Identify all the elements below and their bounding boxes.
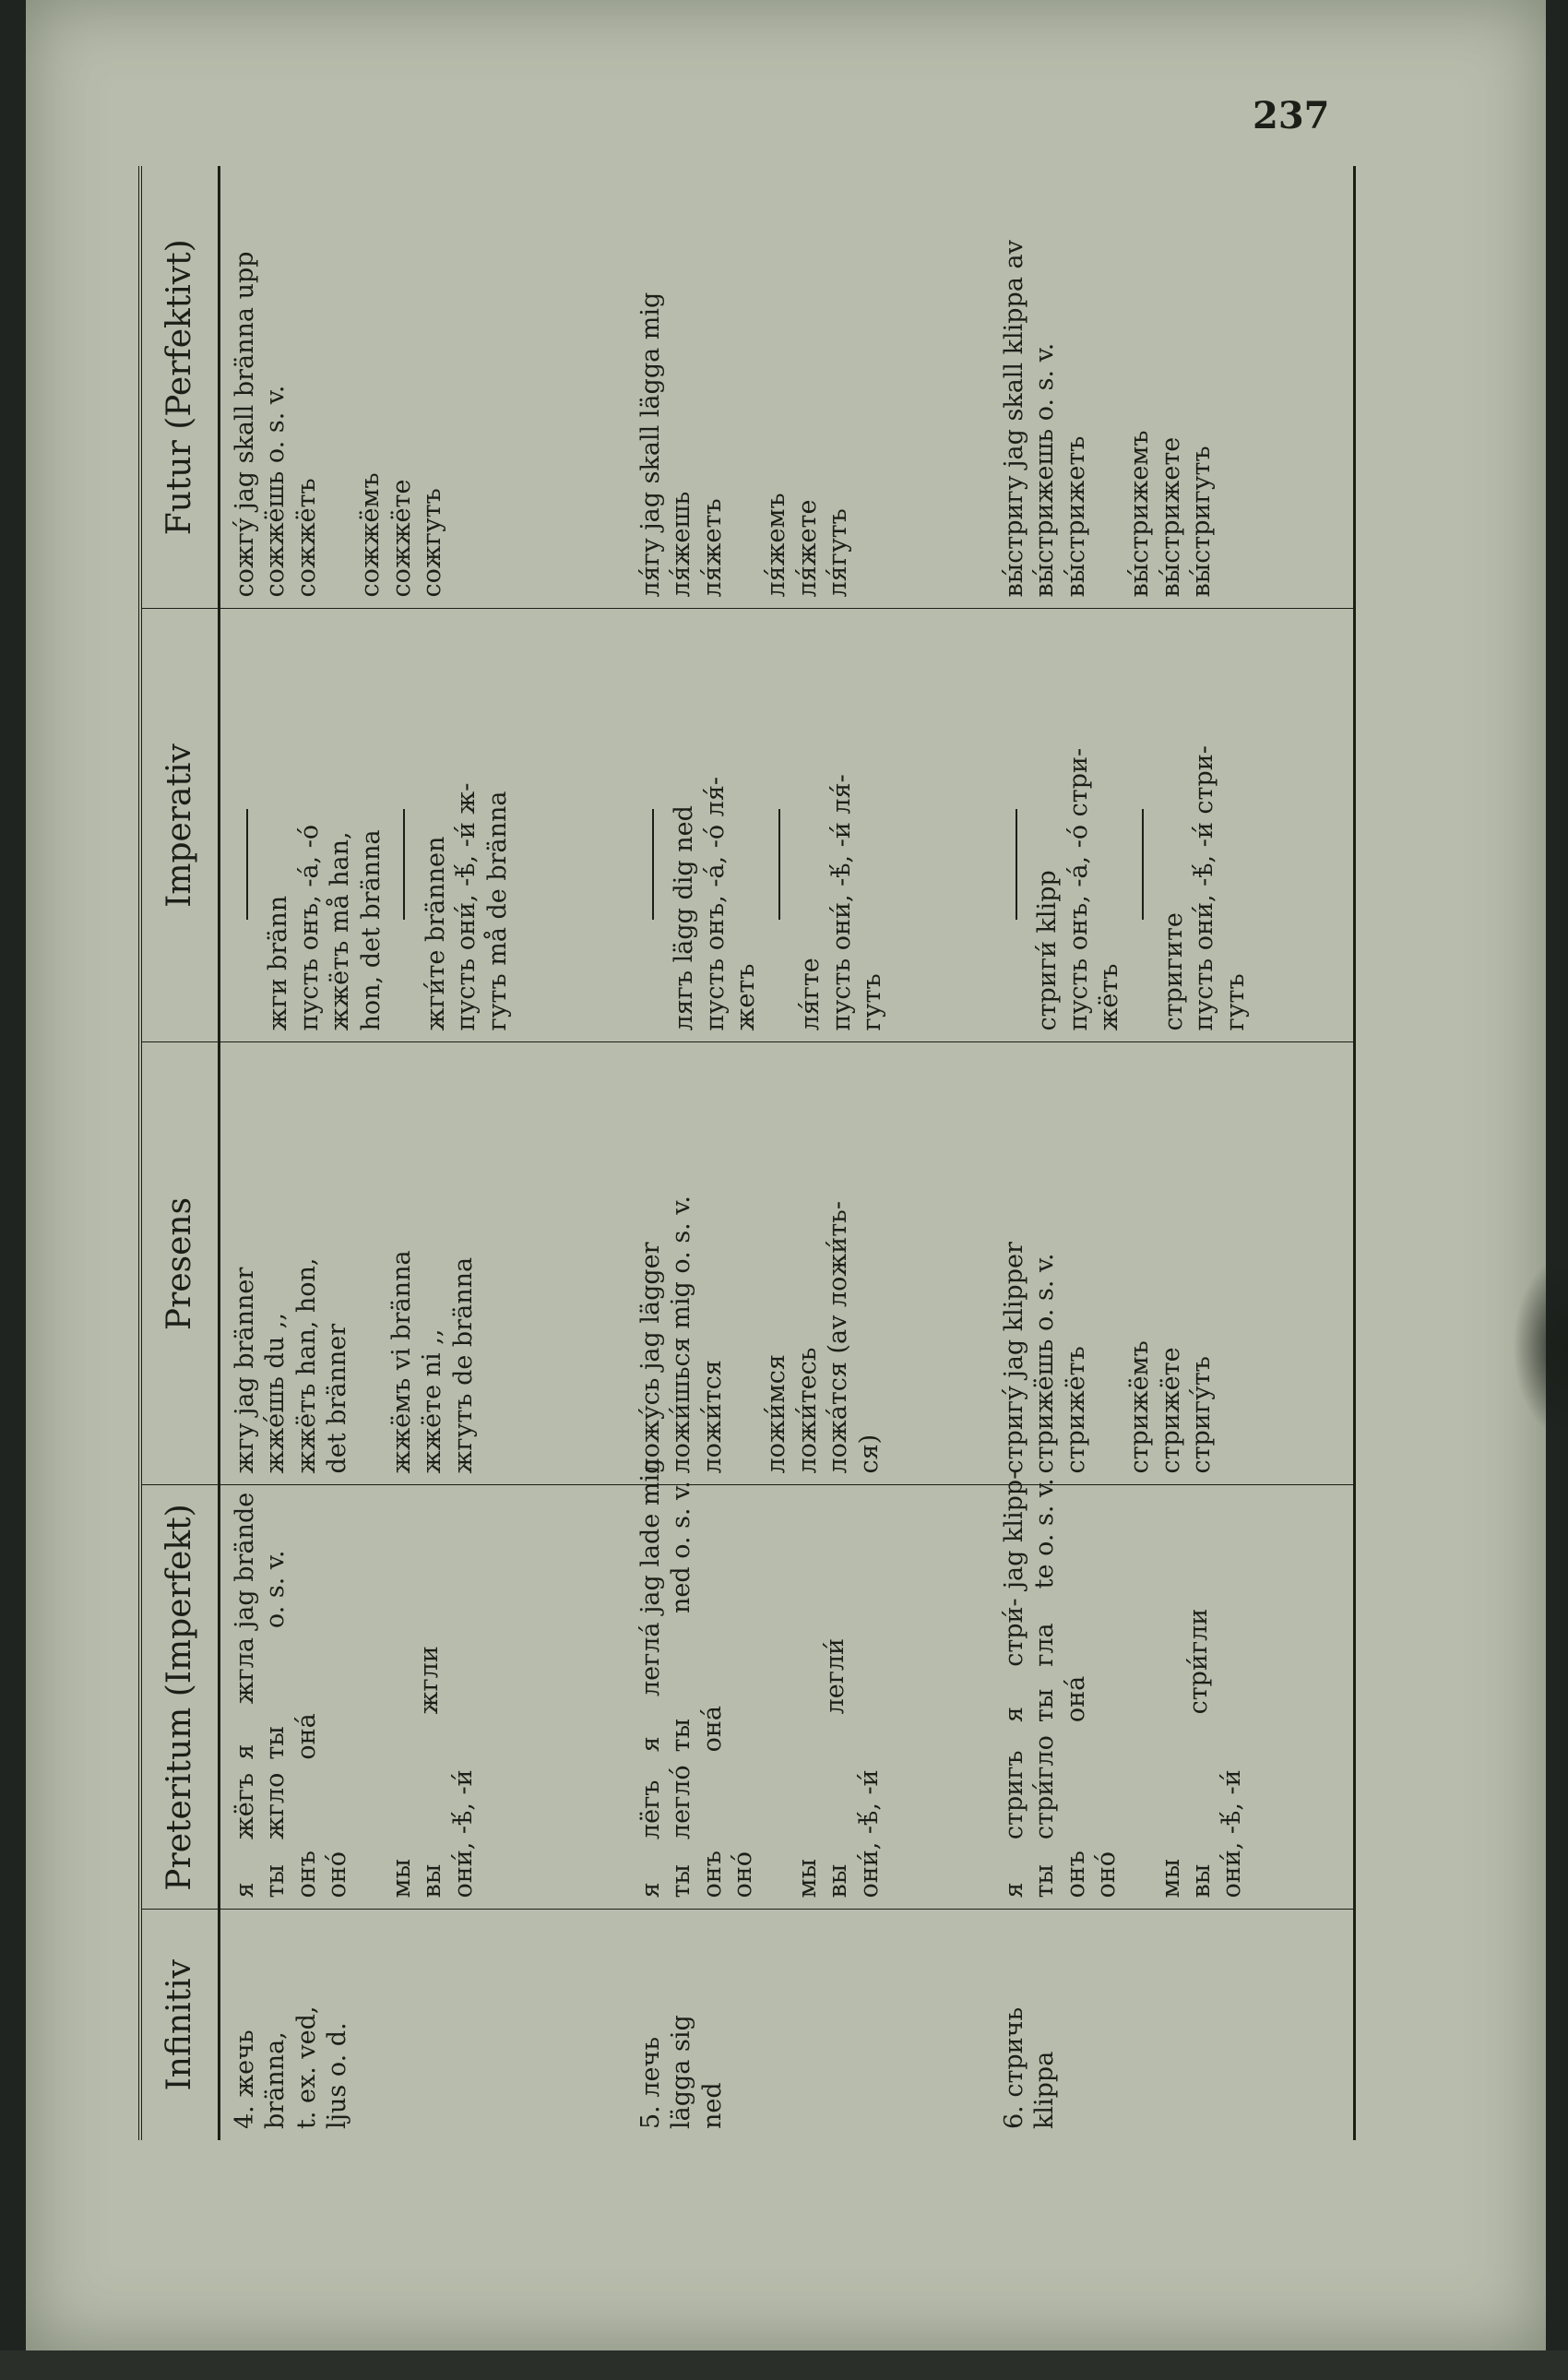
pronoun-fem-line: она́ [1061,1675,1090,1723]
present-sg-line: ложу́сь jag lägger [636,1242,665,1474]
pronoun-fem [230,1713,322,1759]
future-sg-line: ля́жешь [667,491,696,598]
header-futur: Futur (Perfektivt) [140,166,220,609]
imperative-pl-line: ля́гте [796,958,826,1031]
dash-rule [233,810,248,921]
infinitive-line: 6. стричь [999,2006,1028,2129]
imperative-cell [220,609,626,1042]
spacer [759,1497,792,1898]
pronoun-pl-line: мы [1156,1859,1185,1898]
scan-bottom-strip [0,2350,1568,2380]
pret-form-line: жёгъ [231,1772,259,1840]
future-pl [355,177,447,598]
future-sg [999,177,1091,598]
future-pl-line: ля́жемъ [762,493,791,598]
future-pl [761,177,853,598]
future-sg-line: вы́стрижетъ [1061,435,1090,598]
pronoun-pl [792,1769,885,1898]
pret-gloss [999,1471,1061,1589]
future-sg-line: вы́стрижешь o. s. v. [1030,342,1060,598]
imperative-pl-line: гутъ må de bränna [482,791,512,1031]
pret-form-fem: жгла [231,1637,259,1705]
infinitive [230,1922,353,2130]
future-sg [230,177,322,598]
pronoun-fem-line: ты [667,1718,696,1753]
spacer [353,1054,386,1474]
imperative-pl-line: гутъ [1220,973,1250,1031]
pronoun-fem [999,1676,1091,1722]
preterite-cell [220,1485,626,1910]
imperative-sg-line: hon, det bränna [356,829,386,1031]
present-sg-line: стригу́ jag klipper [999,1242,1028,1474]
preterite-sg-group [999,1470,1123,1898]
present-sg-line: жжётъ han, hon, [291,1257,321,1474]
infinitive-line: ned [697,2082,727,2129]
pronoun [636,1850,759,1898]
imperative-sg-line: лягъ lägg dig ned [670,805,699,1031]
pret-form-pl: жгли [414,1646,444,1715]
preterite-sg-group [636,1458,759,1898]
present-pl-line: жжёмъ vi bränna [386,1250,416,1474]
spacer [353,1497,386,1898]
infinitive-line: 5. лечь [636,2036,665,2129]
pronoun-line: онъ [1061,1850,1090,1898]
pronoun-line: я [999,1882,1028,1898]
pret-gloss [636,1458,697,1613]
pret-form-line: лёгъ [636,1779,665,1840]
pronoun-fem-line: я [636,1736,665,1753]
preterite-pl-group [792,1497,885,1898]
pronoun-line: ты [1030,1864,1060,1898]
pret-form-line: стри́гло [1030,1735,1060,1840]
present-pl-line: ложа́тся (av ложи́ть- [824,1201,853,1474]
imperative-sg-line: стриги́ klipp [1033,870,1063,1031]
present-sg-line: жже́шь du ,, [261,1313,291,1474]
imperative-pl-line: пусть они́, -ѣ́, -и́ ля́- [826,774,856,1031]
imperative-pl-line: гутъ [858,973,887,1031]
present-sg-line: стрижёшь o. s. v. [1030,1253,1060,1474]
imperative-sg [1032,621,1124,1031]
imperative-sg-line: жги bränn [264,895,293,1031]
pronoun-fem-line: она́ [291,1713,321,1760]
imperative-sg-line: жжётъ må han, [326,831,355,1031]
infinitive-line: t. ex. ved, [291,2005,321,2129]
pronoun-line: онъ [291,1850,321,1898]
table-row [626,166,990,2140]
pronoun-fem-line: я [231,1743,259,1760]
pronoun-fem-line: она́ [697,1706,727,1753]
conjugation-table [138,166,1356,2140]
pronoun [230,1850,353,1898]
present-pl-line: ся) [854,1434,884,1474]
pret-form-line: стригъ [999,1750,1028,1840]
pronoun-pl-line: они́, -ѣ́, -и́ [1218,1769,1247,1898]
pret-form [636,1765,697,1839]
present-sg [230,1054,353,1474]
imperative-pl [795,621,887,1031]
infinitive-line: 4. жечь [231,2029,259,2129]
pronoun-pl [386,1769,479,1898]
pret-gloss-line: jag lade mig [636,1458,665,1614]
pret-form [230,1773,291,1839]
pronoun-line: оно́ [1092,1850,1122,1898]
present-pl [1124,1054,1217,1474]
infinitive [999,1922,1061,2130]
header-presens: Presens [140,1042,220,1485]
infinitive-cell [220,1910,626,2140]
present-pl-line: жгутъ de bränna [448,1256,478,1474]
pronoun-pl-line: они́, -ѣ́, -и́ [854,1769,884,1898]
future-cell [220,166,626,609]
pronoun-fem-line: ты [261,1726,291,1760]
infinitive-line: ljus o. d. [323,2022,352,2129]
infinitive-line: lägga sig [667,2015,696,2129]
table-row [990,166,1355,2140]
present-sg-line: det bränner [323,1323,352,1474]
imperative-pl-line: пусть они́, -ѣ́, -и́ ж- [452,782,481,1031]
preterite-cell [626,1458,990,1910]
pronoun-fem-line: я [999,1707,1028,1723]
pronoun-pl [1156,1769,1248,1898]
pronoun-fem [636,1706,728,1752]
pronoun-line: я [636,1882,665,1898]
present-sg-line: ложи́тся [697,1360,727,1474]
spacer [1123,1497,1156,1898]
present-cell [990,1042,1355,1485]
pret-form-pl: стри́гли [1183,1608,1213,1715]
pronoun-pl-line: вы [1186,1863,1216,1898]
pret-form-line: легло́ [667,1765,696,1840]
present-pl-line: ложи́тесь [792,1347,822,1474]
present-pl-line: стрижёмъ [1125,1340,1155,1474]
pronoun-pl-line: они́, -ѣ́, -и́ [448,1769,478,1898]
dash-rule [639,810,654,921]
dash-rule [1003,810,1017,921]
imperative-pl-line: пусть они́, -ѣ́, -и́ стри- [1190,745,1219,1031]
future-sg [636,177,728,598]
pret-form-fem: легла́ [636,1622,665,1697]
pronoun-line: оно́ [323,1850,352,1898]
imperative-cell [626,609,990,1042]
imperative-pl-line: стригите [1158,912,1188,1031]
present-sg-line: ложи́шься mig o. s. v. [667,1196,696,1474]
future-sg-line: сожжётъ [291,478,321,598]
infinitive-line: klippa [1030,2051,1060,2129]
pret-gloss-line: jag klipp- [999,1470,1028,1589]
future-pl-line: ля́жете [792,499,822,598]
page-edge-shadow [1513,1255,1568,1439]
infinitive-line: bränna, [261,2031,291,2129]
future-cell [990,166,1355,609]
pronoun-line: ты [667,1864,696,1898]
future-pl [1124,177,1217,598]
imperative-pl [1158,621,1251,1031]
pret-gloss-line: o. s. v. [261,1550,291,1629]
pret-gloss-line: te o. s. v. [1030,1478,1060,1589]
pronoun-pl-line: вы [824,1863,853,1898]
preterite-pl-group [386,1497,479,1898]
dash-rule [390,810,405,921]
pret-gloss-line: ned o. s. v. [667,1481,696,1614]
pronoun-pl-line: вы [418,1863,447,1898]
pret-form [999,1735,1061,1839]
future-pl-line: вы́стрижемъ [1125,430,1155,598]
future-cell [626,166,990,609]
spacer [1091,177,1124,598]
spacer [728,1054,761,1474]
preterite-pl-group [1156,1497,1248,1898]
conjugation-table-rotated [138,166,1356,2140]
pronoun-line: я [231,1882,259,1898]
future-pl-line: вы́стригутъ [1186,446,1216,598]
present-sg-line: жгу jag bränner [231,1267,259,1474]
imperative-sg-line: пусть онъ, -а́, -о́ стри- [1063,747,1093,1031]
future-pl-line: ля́гутъ [824,508,853,598]
future-pl-line: сожгутъ [418,488,447,598]
preterite-cell [990,1470,1355,1910]
present-pl [386,1054,479,1474]
future-pl-line: сожжёте [386,479,416,598]
present-pl-line: ложи́мся [762,1354,791,1474]
pronoun-line: ты [261,1864,291,1898]
imperative-sg-line: жетъ [731,963,761,1031]
infinitive-cell [990,1910,1355,2140]
future-sg-line: сожгу́ jag skall bränna upp [231,251,259,598]
dash-rule [1129,810,1144,921]
imperative-pl [421,621,513,1031]
pret-form-line: жгло [261,1772,291,1840]
present-cell [626,1042,990,1485]
table-row [220,166,626,2140]
imperative-sg-line: пусть онъ, -а́, -о́ [294,824,324,1031]
spacer [322,177,355,598]
infinitive [636,1922,728,2130]
imperative-sg-line: жётъ [1095,963,1124,1031]
pronoun-fem-line: ты [1030,1688,1060,1723]
future-sg-line: ля́жетъ [697,498,727,598]
present-sg [636,1054,728,1474]
future-pl-line: вы́стрижете [1156,436,1185,598]
page-number: 237 [1253,94,1330,137]
pret-gloss [230,1493,291,1628]
pret-gloss-line: jag brände [231,1492,259,1629]
imperative-sg-line: пусть онъ, -а́, -о́ ля́- [700,777,730,1031]
future-sg-line: сожжёшь o. s. v. [261,385,291,598]
header-preteritum: Preteritum (Imperfekt) [140,1485,220,1910]
pronoun-line: онъ [697,1850,727,1898]
pret-form-pl: легли́ [820,1637,849,1715]
pronoun-line: оно́ [729,1850,758,1898]
present-sg-line: стрижётъ [1061,1346,1090,1474]
present-pl-line: стригу́тъ [1186,1356,1216,1474]
present-pl-line: жжёте ni ,, [418,1328,447,1474]
spacer [1091,1054,1124,1474]
imperative-pl-line: жги́те brännen [421,836,450,1031]
dash-rule [766,810,780,921]
spacer [728,177,761,598]
header-infinitiv: Infinitiv [140,1910,220,2140]
preterite-sg-group [230,1492,353,1898]
present-pl [761,1054,885,1474]
imperative-cell [990,609,1355,1042]
pronoun-pl-line: мы [792,1859,822,1898]
pret-form-fem: стри́-гла [999,1598,1060,1667]
present-pl-line: стрижёте [1156,1347,1185,1474]
header-imperativ: Imperativ [140,609,220,1042]
pronoun-pl-line: мы [386,1859,416,1898]
future-sg-line: вы́стригу jag skall klippa av [999,240,1028,598]
present-cell [220,1042,626,1485]
infinitive-cell [626,1910,990,2140]
header-row [140,166,220,2140]
future-sg-line: ля́гу jag skall lägga mig [636,292,665,598]
present-sg [999,1054,1091,1474]
imperative-sg [669,621,761,1031]
future-pl-line: сожжёмъ [356,472,386,598]
imperative-sg [263,621,386,1031]
pronoun [999,1850,1123,1898]
